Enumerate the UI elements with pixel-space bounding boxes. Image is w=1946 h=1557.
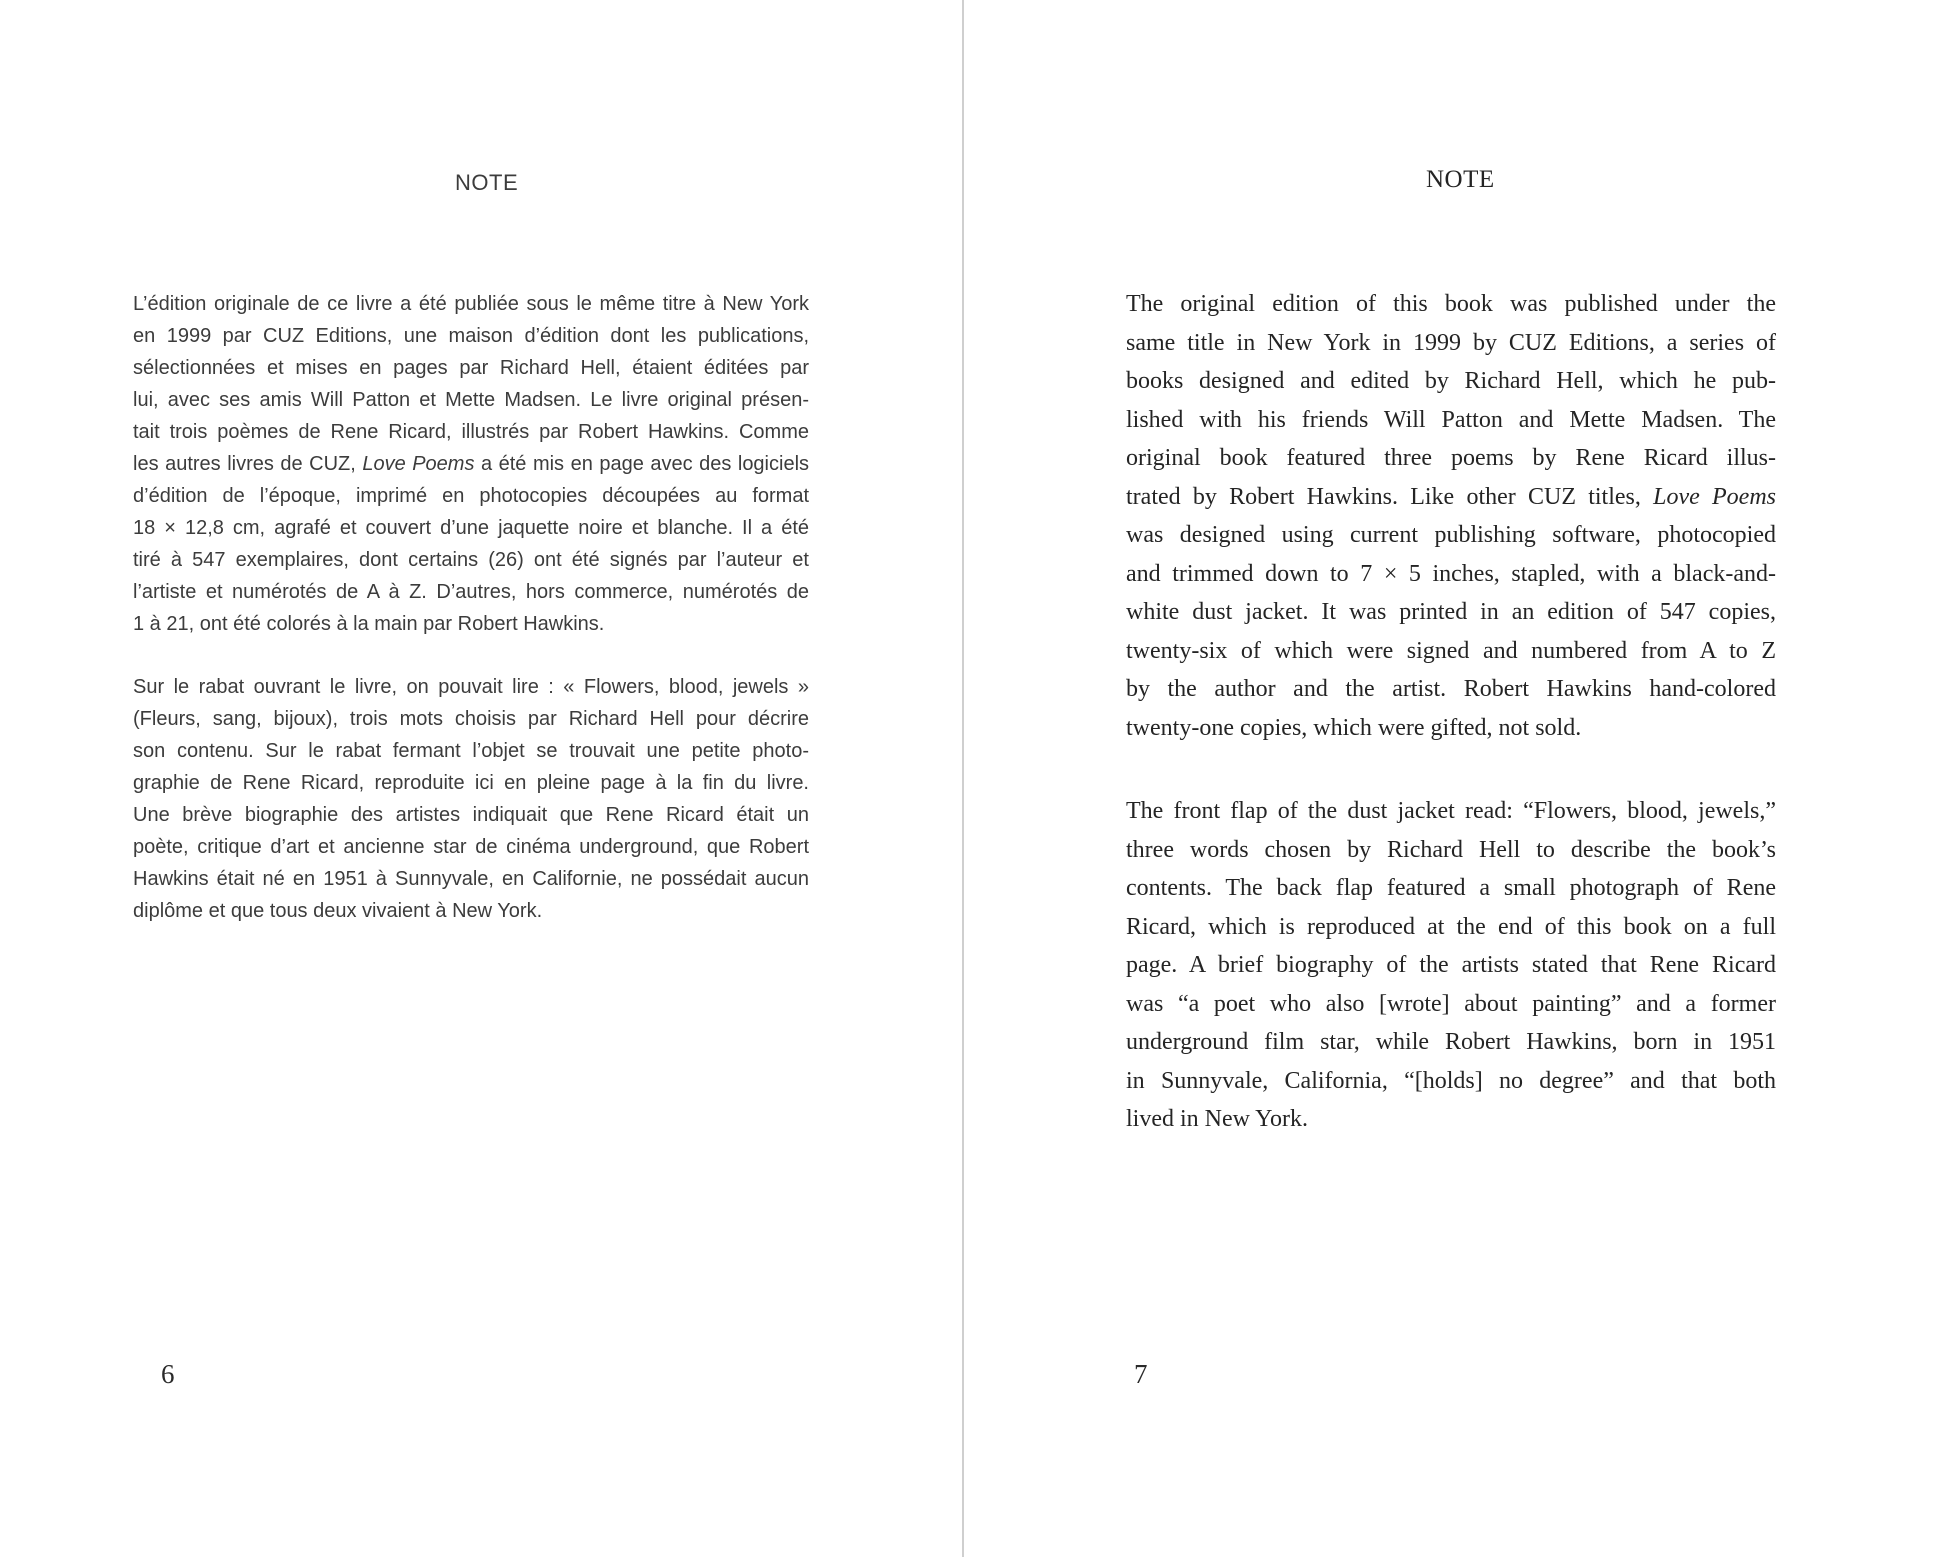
text-line: poète, critique d’art et ancienne star de cinéma underground, que Robert (133, 836, 809, 858)
text-line: white dust jacket. It was printed in an edition of 547 copies, (1126, 599, 1776, 625)
text-line: graphie de Rene Ricard, reproduite ici en pleine page à la fin du livre. (133, 772, 809, 794)
text-line: son contenu. Sur le rabat fermant l’objet se trouvait une petite photo- (133, 740, 809, 762)
paragraph (133, 671, 809, 927)
text-line: books designed and edited by Richard Hell, which he pub- (1126, 368, 1776, 394)
text-line: L’édition originale de ce livre a été publiée sous le même titre à New York (133, 293, 809, 315)
text-line: diplôme et que tous deux vivaient à New York. (133, 900, 543, 922)
text-line: les autres livres de CUZ, Love Poems a été mis en page avec des logiciels (133, 453, 810, 475)
text-line: twenty-six of which were signed and numbered from A to Z (1126, 637, 1776, 664)
left-page-number: 6 (161, 1359, 175, 1389)
right-page-body (1126, 285, 1776, 1139)
text-line: underground film star, while Robert Hawkins, born in 1951 (1126, 1029, 1776, 1055)
text-line: twenty-one copies, which were gifted, not sold. (1126, 714, 1582, 741)
text-line: tiré à 547 exemplaires, dont certains (26) ont été signés par l’auteur et (133, 549, 809, 571)
text-line: by the author and the artist. Robert Hawkins hand-colored (1126, 676, 1776, 702)
text-line: three words chosen by Richard Hell to describe the book’s (1126, 836, 1776, 863)
text-line: 1 à 21, ont été colorés à la main par Robert Hawkins. (133, 613, 605, 635)
text-line: en 1999 par CUZ Editions, une maison d’édition dont les publications, (133, 325, 809, 347)
page-gutter-divider (962, 0, 964, 1557)
paragraph (1126, 285, 1776, 747)
text-line: contents. The back flap featured a small photograph of Rene (1126, 875, 1776, 901)
right-page-number: 7 (1134, 1359, 1148, 1389)
text-line: The original edition of this book was published under the (1126, 291, 1776, 317)
paragraph (1126, 792, 1776, 1139)
left-page-body (133, 288, 809, 927)
text-line: Hawkins était né en 1951 à Sunnyvale, en Californie, ne possédait aucun (133, 868, 809, 890)
text-line: was designed using current publishing software, photocopied (1126, 522, 1776, 548)
text-line: same title in New York in 1999 by CUZ Editions, a series of (1126, 329, 1776, 356)
text-line: lished with his friends Will Patton and Mette Madsen. The (1126, 406, 1776, 433)
text-line: sélectionnées et mises en pages par Richard Hell, étaient éditées par (133, 357, 809, 379)
text-line: and trimmed down to 7 × 5 inches, stapled, with a black-and- (1126, 560, 1776, 587)
paragraph (133, 288, 809, 640)
text-line: Ricard, which is reproduced at the end of this book on a full (1126, 913, 1776, 940)
text-line: The front flap of the dust jacket read: “Flowers, blood, jewels,” (1126, 798, 1776, 824)
text-line: lived in New York. (1126, 1106, 1309, 1132)
text-line: 18 × 12,8 cm, agrafé et couvert d’une jaquette noire et blanche. Il a été (133, 517, 809, 539)
left-page-title: NOTE (455, 170, 519, 195)
text-line: d’édition de l’époque, imprimé en photocopies découpées au format (133, 485, 809, 507)
text-line: Une brève biographie des artistes indiquait que Rene Ricard était un (133, 804, 809, 826)
right-page-title: NOTE (1426, 166, 1495, 193)
text-line: tait trois poèmes de Rene Ricard, illustrés par Robert Hawkins. Comme (133, 421, 809, 443)
text-line: Sur le rabat ouvrant le livre, on pouvait lire : « Flowers, blood, jewels » (133, 676, 809, 698)
text-line: (Fleurs, sang, bijoux), trois mots choisis par Richard Hell pour décrire (133, 708, 809, 730)
text-line: l’artiste et numérotés de A à Z. D’autres, hors commerce, numérotés de (133, 581, 809, 603)
text-line: in Sunnyvale, California, “[holds] no degree” and that both (1126, 1067, 1776, 1094)
text-line: lui, avec ses amis Will Patton et Mette Madsen. Le livre original présen- (133, 389, 809, 411)
text-line: original book featured three poems by Rene Ricard illus- (1126, 445, 1776, 471)
text-line: trated by Robert Hawkins. Like other CUZ titles, Love Poems (1126, 483, 1776, 510)
text-line: was “a poet who also [wrote] about painting” and a former (1126, 990, 1776, 1017)
text-line: page. A brief biography of the artists stated that Rene Ricard (1126, 952, 1776, 978)
